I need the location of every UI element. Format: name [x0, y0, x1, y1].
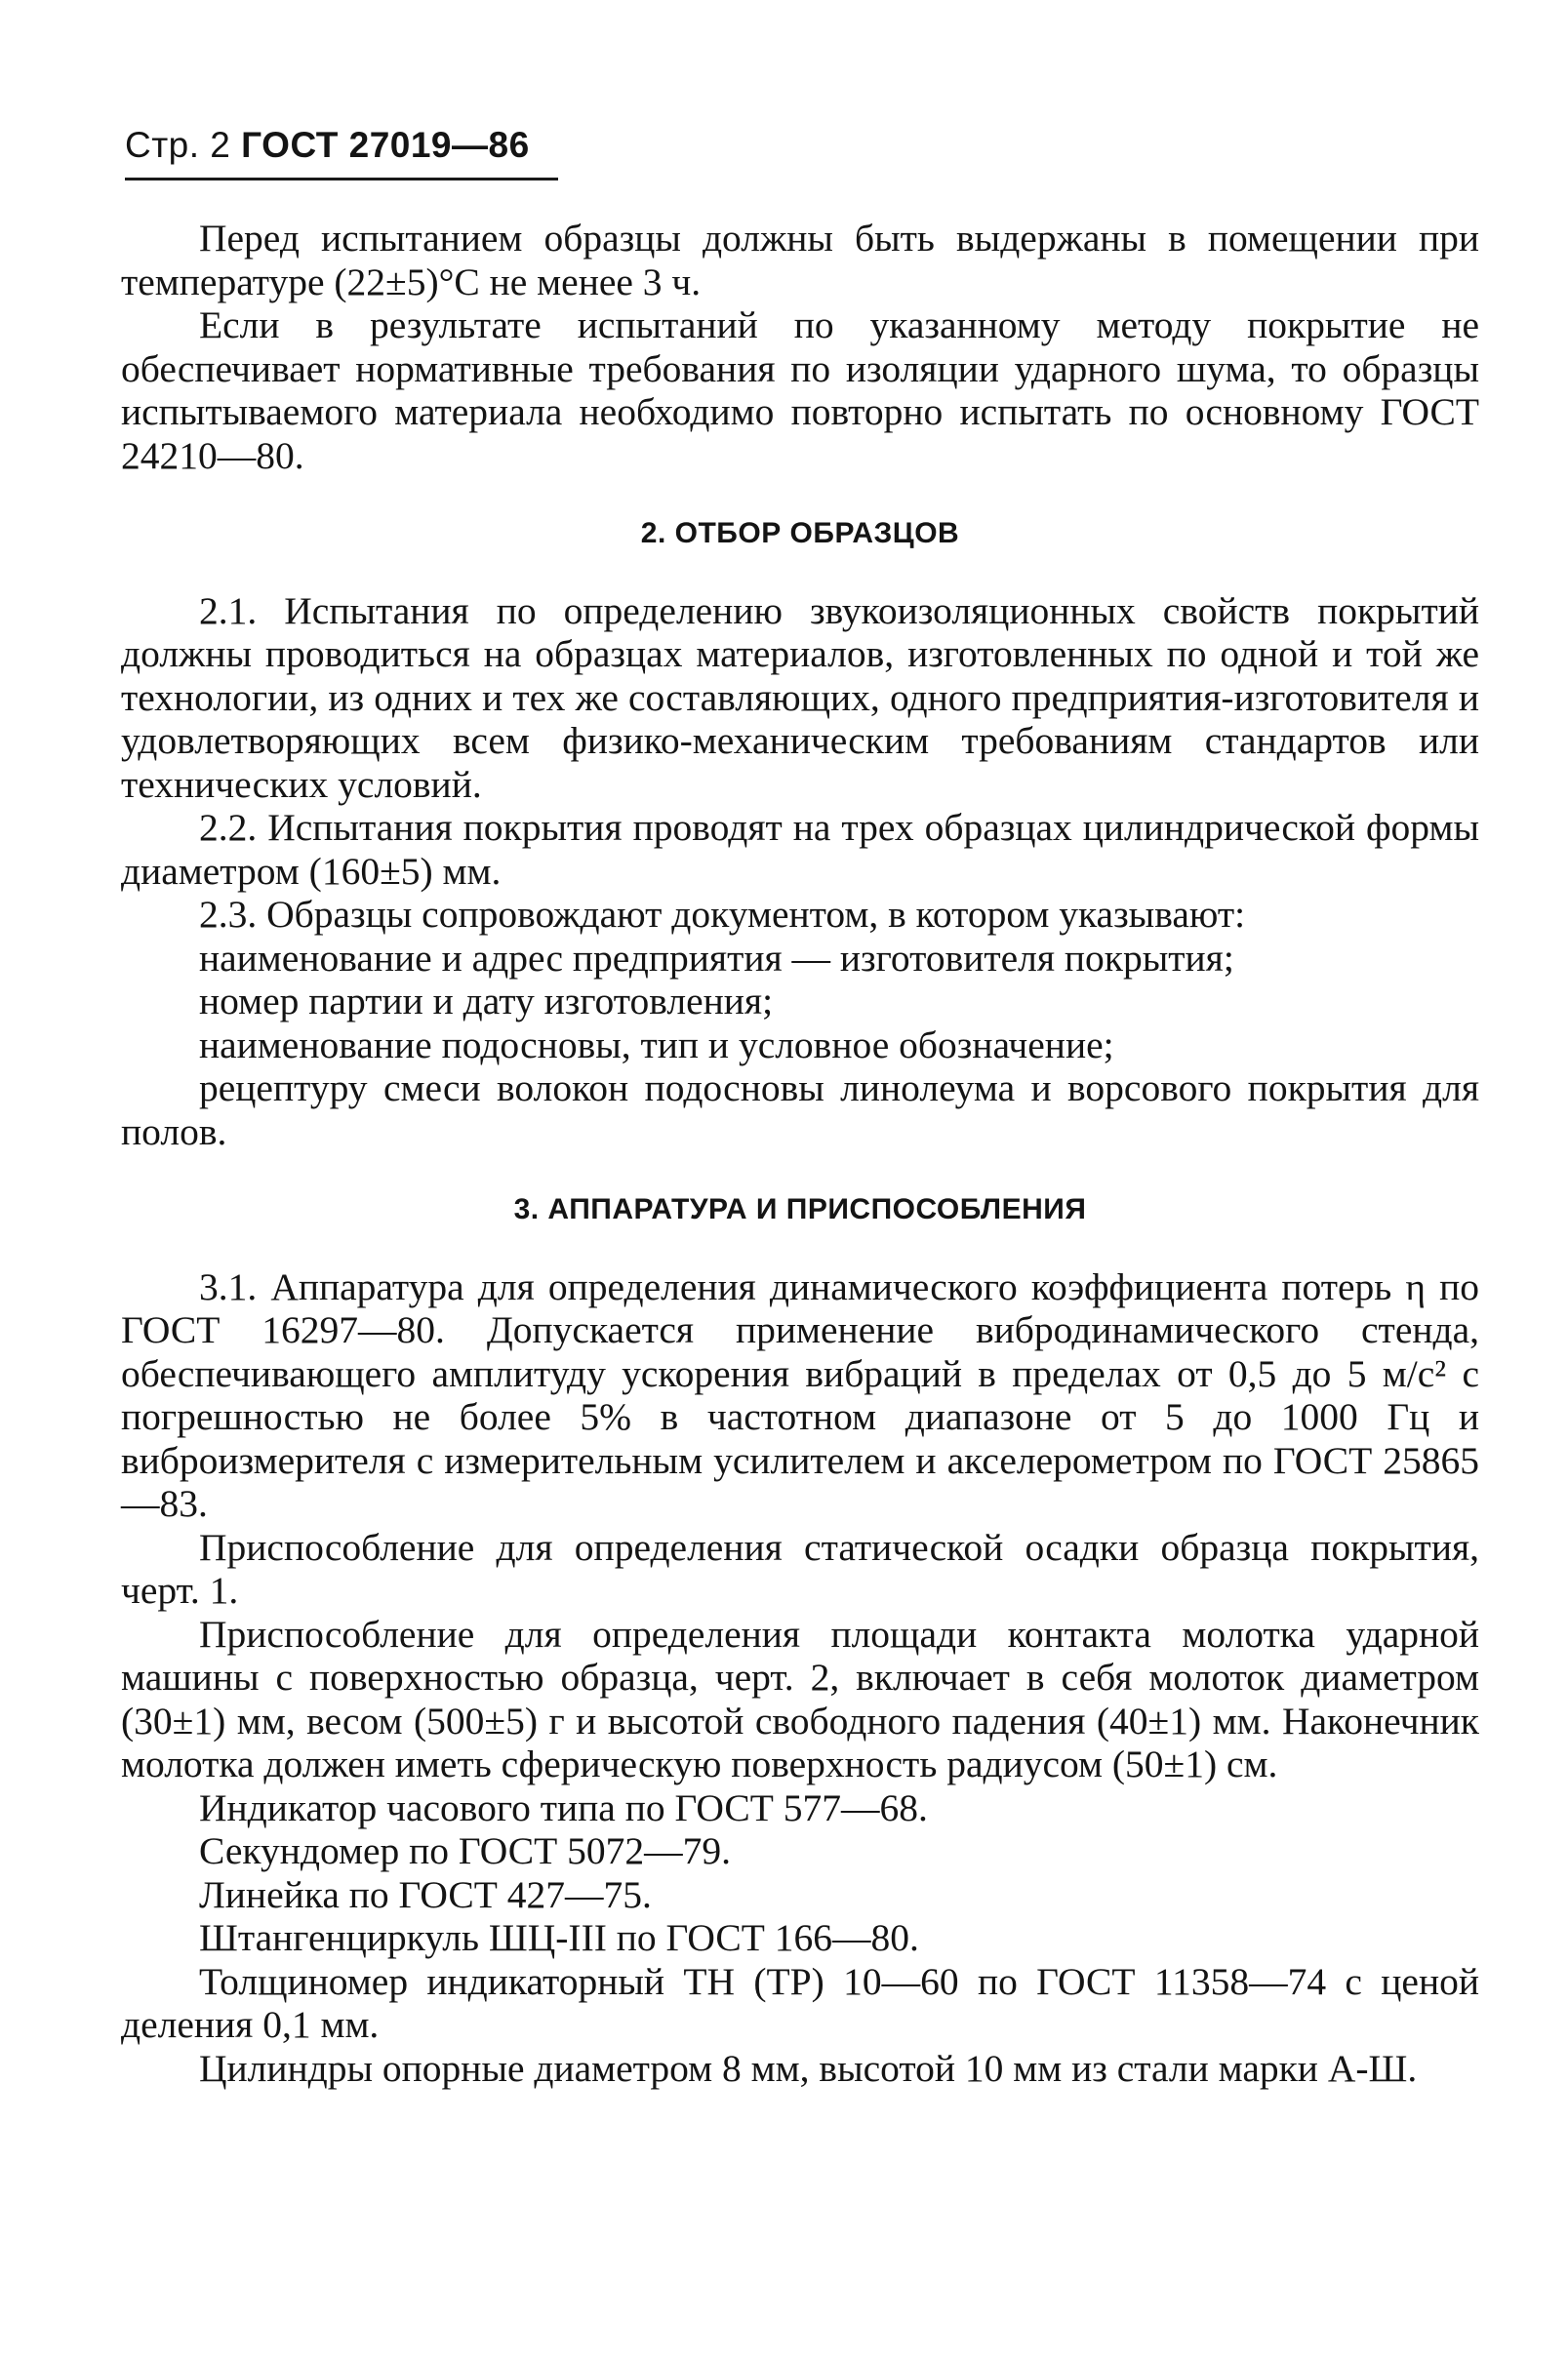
page-header — [125, 125, 530, 166]
clause-2-3: 2.3. Образцы сопровождают документом, в котором указывают: — [199, 893, 1246, 936]
section-3-title: 3. АППАРАТУРА И ПРИСПОСОБЛЕНИЯ — [513, 1193, 1087, 1225]
clause-2-3-item-batch: номер партии и дату изготовления; — [199, 980, 774, 1022]
clause-2-2: 2.2. Испытания покрытия проводят на трех образцах цилиндрической формы диаметром (160±5) мм. — [121, 806, 1479, 893]
page-number: Стр. 2 — [125, 125, 231, 165]
clause-2-3-item-manufacturer: наименование и адрес предприятия — изготовителя покрытия; — [199, 936, 1234, 980]
intro-paragraph-retest: Если в результате испытаний по указанному методу покрытие не обеспечивает нормативные требования по изоляции ударного шума, то образцы испытываемого материала необходимо повторно испытать по основному ГОСТ 24210—80. — [121, 303, 1479, 477]
document-body — [121, 217, 1479, 2090]
clause-2-1: 2.1. Испытания по определению звукоизоляционных свойств покрытий должны проводиться на образцах материалов, изготовленных по одной и той же технологии, из одних и тех же составляющих, одного предприятия-изготовителя и удовлетворяющих всем физико-механическим требованиям стандартов или технических условий. — [121, 588, 1479, 806]
static-settlement-device: Приспособление для определения статической осадки образца покрытия, черт. 1. — [121, 1525, 1479, 1612]
document-code: ГОСТ 27019—86 — [241, 125, 530, 165]
equipment-caliper: Штангенциркуль ШЦ-III по ГОСТ 166—80. — [199, 1916, 919, 1959]
clause-2-3-item-backing: наименование подосновы, тип и условное обозначение; — [199, 1022, 1114, 1066]
contact-area-device: Приспособление для определения площади контакта молотка ударной машины с поверхностью образца, черт. 2, включает в себя молоток диаметром (30±1) мм, весом (500±5) г и высотой свободного падения (40±1) мм. Наконечник молотка должен иметь сферическую поверхность радиусом (50±1) см. — [121, 1612, 1479, 1785]
equipment-dial-indicator: Индикатор часового типа по ГОСТ 577—68. — [199, 1785, 928, 1829]
equipment-support-cylinders: Цилиндры опорные диаметром 8 мм, высотой 10 мм из стали марки А-Ш. — [199, 2046, 1418, 2090]
intro-paragraph-conditioning: Перед испытанием образцы должны быть выдержаны в помещении при температуре (22±5)°С не менее 3 ч. — [121, 217, 1479, 303]
equipment-thickness-gauge: Толщиномер индикаторный ТН (ТР) 10—60 по ГОСТ 11358—74 с ценой деления 0,1 мм. — [121, 1959, 1479, 2046]
section-2-title: 2. ОТБОР ОБРАЗЦОВ — [640, 517, 960, 549]
clause-3-1: 3.1. Аппаратура для определения динамического коэффициента потерь η по ГОСТ 16297—80. Допускается применение вибродинамического стенда, обеспечивающего амплитуду ускорения вибраций в пределах от 0,5 до 5 м/с² с погрешностью не более 5% в частотном диапазоне от 5 до 1000 Гц и виброизмерителя с измерительным усилителем и акселерометром по ГОСТ 25865—83. — [121, 1264, 1479, 1525]
clause-2-3-item-fiber-mix: рецептуру смеси волокон подосновы линолеума и ворсового покрытия для полов. — [121, 1066, 1479, 1153]
equipment-stopwatch: Секундомер по ГОСТ 5072—79. — [199, 1829, 731, 1872]
equipment-ruler: Линейка по ГОСТ 427—75. — [199, 1872, 652, 1916]
header-divider — [125, 178, 558, 180]
